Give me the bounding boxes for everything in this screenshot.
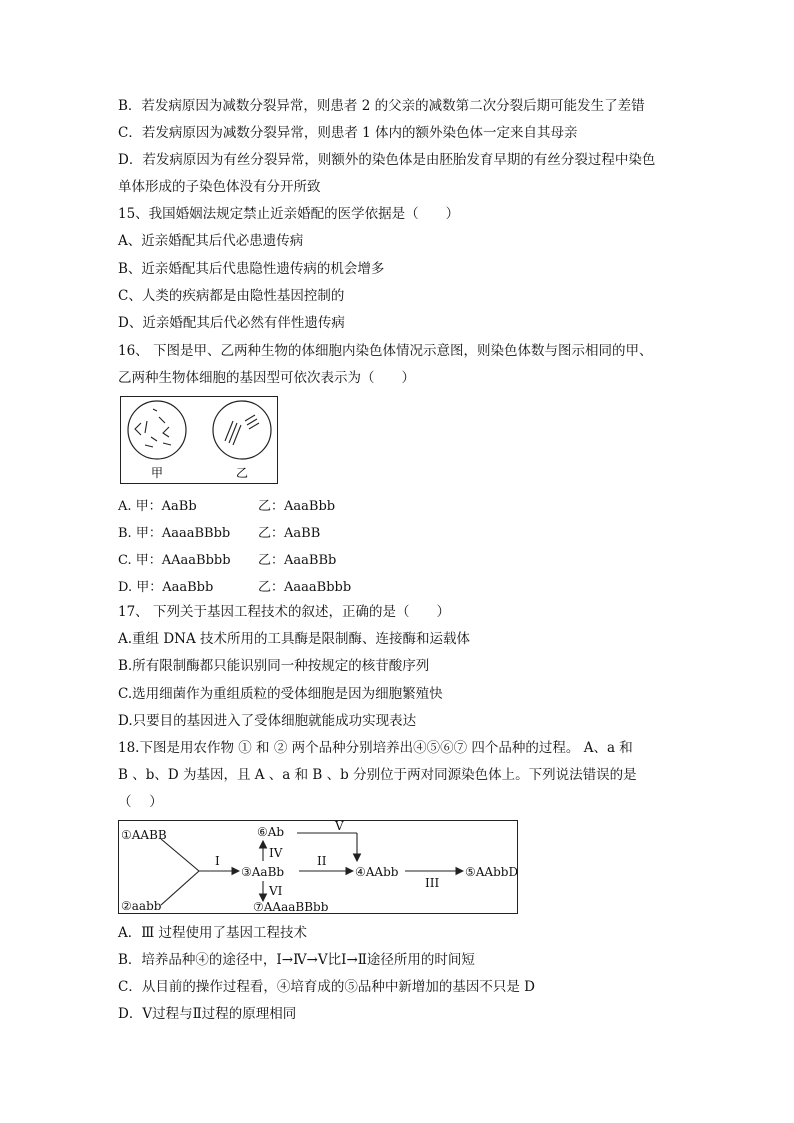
- cell-jia-chromosomes: [135, 409, 171, 447]
- q18-stem-line2: B 、b、D 为基因，且 A 、a 和 B 、b 分别位于两对同源染色体上。下列说法错误的是: [118, 767, 637, 783]
- q16-option-d-yi: 乙：AaaaBbbb: [258, 580, 352, 595]
- q14-option-d-line2: 单体形成的子染色体没有分开所致: [118, 179, 321, 195]
- node-4: ④AAbb: [355, 865, 399, 879]
- figure-label-yi: 乙: [235, 466, 249, 480]
- node-2: ②aabb: [121, 899, 162, 913]
- q15-option-b: B、近亲婚配其后代患隐性遗传病的机会增多: [118, 261, 385, 277]
- process-label-III: III: [425, 876, 440, 890]
- q18-stem-line3: （ ）: [118, 794, 163, 810]
- q15-stem: 15、我国婚姻法规定禁止近亲婚配的医学依据是（ ）: [118, 206, 460, 222]
- q18-option-a: A．Ⅲ 过程使用了基因工程技术: [118, 925, 308, 941]
- q18-stem-line1: 18.下图是用农作物 ① 和 ② 两个品种分别培养出④⑤⑥⑦ 四个品种的过程。 A、a 和: [118, 740, 633, 756]
- q17-stem: 17、 下列关于基因工程技术的叙述，正确的是（ ）: [118, 604, 450, 620]
- cell-yi-outline: [213, 401, 271, 459]
- q16-option-d-jia: D. 甲：AaaBbb: [118, 580, 214, 595]
- q16-option-b-yi: 乙：AaBB: [258, 526, 321, 541]
- figure-label-jia: 甲: [150, 466, 164, 480]
- q16-option-c-jia: C. 甲：AAaaBbbb: [118, 553, 231, 568]
- q16-option-a-jia: A. 甲：AaBb: [118, 499, 197, 514]
- q16-chromosome-figure: [120, 396, 278, 484]
- process-label-V: V: [335, 821, 344, 833]
- q16-option-a-yi: 乙：AaaBbb: [258, 499, 336, 514]
- node-6: ⑥Ab: [257, 825, 285, 839]
- q15-option-c: C、人类的疾病都是由隐性基因控制的: [118, 288, 345, 304]
- q18-option-b: B．培养品种④的途径中，Ⅰ→Ⅳ→Ⅴ比Ⅰ→Ⅱ途径所用的时间短: [118, 952, 475, 968]
- line-n1-merge: [161, 839, 199, 871]
- process-label-II: II: [317, 854, 327, 868]
- process-label-I: I: [215, 854, 220, 868]
- q17-option-b: B.所有限制酶都只能识别同一种按规定的核苷酸序列: [118, 658, 430, 674]
- q17-option-d: D.只要目的基因进入了受体细胞就能成功实现表达: [118, 713, 417, 729]
- q18-option-c: C．从目前的操作过程看，④培育成的⑤品种中新增加的基因不只是 D: [118, 979, 535, 995]
- q17-option-a: A.重组 DNA 技术所用的工具酶是限制酶、连接酶和运载体: [118, 631, 471, 647]
- q14-option-c: C．若发病原因为减数分裂异常，则患者 1 体内的额外染色体一定来自其母亲: [118, 125, 578, 141]
- q16-option-b-jia: B. 甲：AaaaBBbb: [118, 526, 231, 541]
- q16-option-c-yi: 乙：AaaBBb: [258, 553, 337, 568]
- q16-stem-line1: 16、 下图是甲、乙两种生物的体细胞内染色体情况示意图，则染色体数与图示相同的甲、: [118, 343, 653, 359]
- node-5: ⑤AAbbD: [465, 865, 517, 879]
- line-n2-merge: [161, 871, 199, 905]
- q18-breeding-diagram: [118, 820, 518, 914]
- q16-stem-line2: 乙两种生物体细胞的基因型可依次表示为（ ）: [118, 370, 415, 386]
- q14-option-b: B．若发病原因为减数分裂异常，则患者 2 的父亲的减数第二次分裂后期可能发生了差错: [118, 98, 645, 114]
- process-label-VI: VI: [269, 884, 283, 898]
- q14-option-d-line1: D．若发病原因为有丝分裂异常，则额外的染色体是由胚胎发育早期的有丝分裂过程中染色: [118, 152, 656, 168]
- q15-option-d: D、近亲婚配其后代必然有伴性遗传病: [118, 315, 345, 331]
- chromosome-diagram: [121, 397, 277, 483]
- node-3: ③AaBb: [241, 865, 285, 879]
- cell-yi-chromosomes: [225, 415, 259, 445]
- q17-option-c: C.选用细菌作为重组质粒的受体细胞是因为细胞繁殖快: [118, 686, 443, 702]
- node-1: ①AABB: [121, 828, 167, 842]
- breeding-flow-svg: [119, 821, 517, 913]
- q18-option-d: D．Ⅴ过程与Ⅱ过程的原理相同: [118, 1006, 297, 1022]
- process-label-IV: IV: [269, 846, 283, 860]
- node-7: ⑦AAaaBBbb: [253, 900, 329, 913]
- q15-option-a: A、近亲婚配其后代必患遗传病: [118, 233, 304, 249]
